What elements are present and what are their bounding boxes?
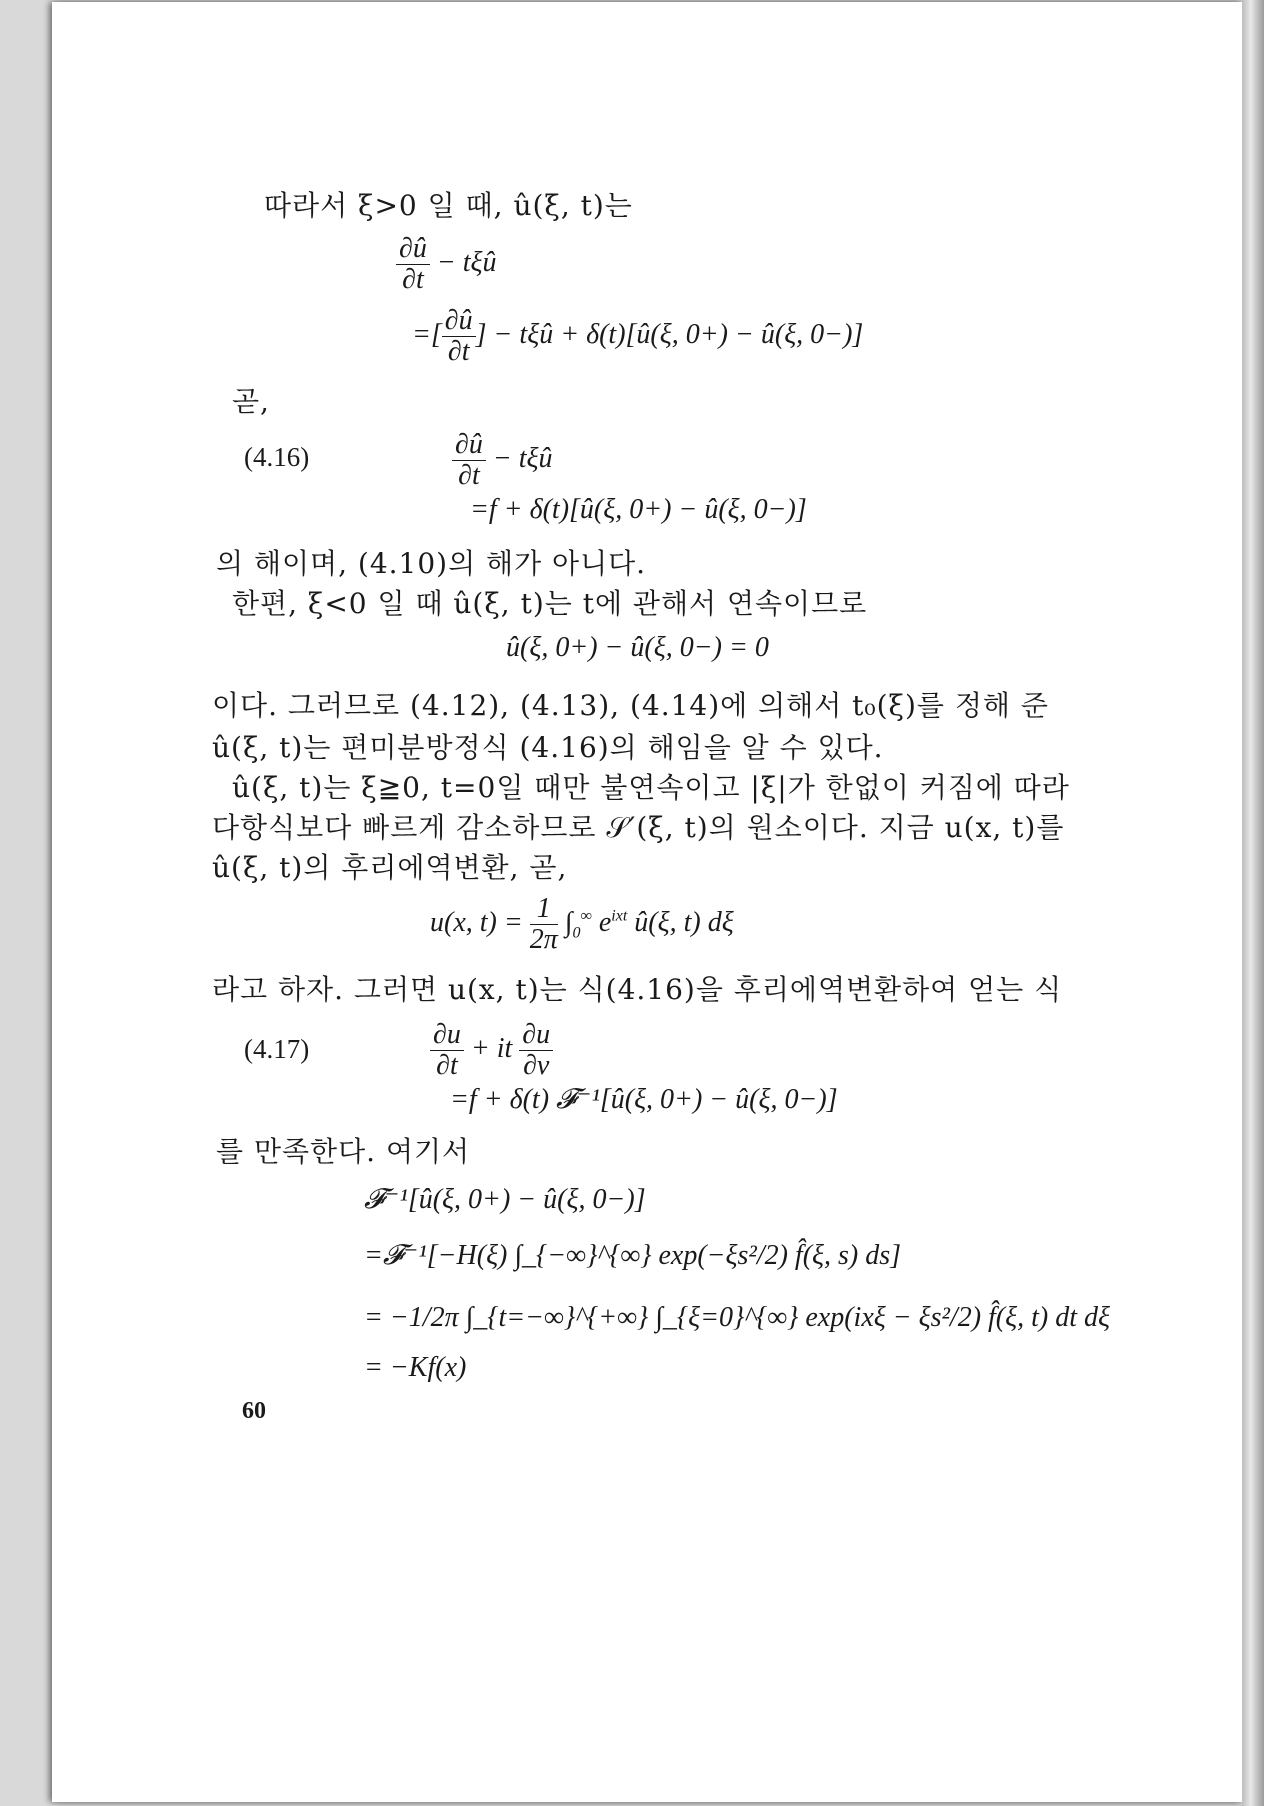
text-line: 의 해이며, (4.10)의 해가 아니다. [216,547,647,580]
text-line: 이다. 그러므로 (4.12), (4.13), (4.14)에 의해서 t₀(ξ)를 정해 준 [212,689,1049,722]
text-line: 한편, ξ<0 일 때 û(ξ, t)는 t에 관해서 연속이므로 [232,587,868,620]
equation-number: (4.16) [244,442,310,472]
fraction: $\frac{\partial û}{\partial t}$ [452,430,486,491]
book-page [52,2,1242,1802]
equation-line: u(x, t) = $\frac{1}{2\pi}$ $\int_0^\infty$ $e^{ixt}$ û(ξ, t) dξ [430,893,734,955]
equation-line: $\frac{\partial û}{\partial t}$ − tξû [452,430,553,491]
text-line: û(ξ, t)의 후리에역변환, 곧, [212,851,568,884]
fraction: $\frac{\partial û}{\partial t}$ [396,234,430,295]
text-line: 를 만족한다. 여기서 [216,1135,471,1168]
fraction: $\frac{1}{2\pi}$ [529,893,558,955]
fraction: $\frac{\partial u}{\partial t}$ [430,1020,464,1081]
text-line: û(ξ, t)는 ξ≧0, t=0일 때만 불연속이고 |ξ|가 한없이 커짐에 따라 [232,771,1070,804]
text-line: 다항식보다 빠르게 감소하므로 𝒮′(ξ, t)의 원소이다. 지금 u(x, t)를 [212,811,1065,844]
fraction: $\frac{\partial u}{\partial v}$ [519,1020,553,1081]
equation-line: 𝓕⁻¹[û(ξ, 0+) − û(ξ, 0−)] [364,1184,646,1215]
equation-line: = −1/2π ∫_{t=−∞}^{+∞} ∫_{ξ=0}^{∞} exp(ixξ − ξs²/2) f̂(ξ, t) dt dξ [364,1302,1110,1333]
equation-number: (4.17) [244,1034,310,1064]
equation-line: = −Kf(x) [364,1352,467,1383]
text-line: 곧, [232,385,270,418]
page-edge [1242,0,1264,1806]
page-number: 60 [242,1398,266,1424]
equation-line: =f + δ(t)[û(ξ, 0+) − û(ξ, 0−)] [470,494,807,525]
text-line: û(ξ, t)는 편미분방정식 (4.16)의 해임을 알 수 있다. [212,731,884,764]
equation-line: $\frac{\partial û}{\partial t}$ − tξû [396,234,497,295]
text-line: 따라서 ξ>0 일 때, û(ξ, t)는 [264,189,633,222]
text-line: 라고 하자. 그러면 u(x, t)는 식(4.16)을 후리에역변환하여 얻는 식 [212,973,1063,1006]
equation-line: $\frac{\partial u}{\partial t}$ + it $\frac{\partial u}{\partial v}$ [430,1020,553,1081]
equation-line: =[ $\frac{\partial û}{\partial t}$ ] − tξû + δ(t)[û(ξ, 0+) − û(ξ, 0−)] [412,305,864,367]
fraction: $\frac{\partial û}{\partial t}$ [442,306,476,367]
equation-line: =𝓕⁻¹[−H(ξ) ∫_{−∞}^{∞} exp(−ξs²/2) f̂(ξ, s) ds] [364,1240,902,1271]
equation-line: û(ξ, 0+) − û(ξ, 0−) = 0 [506,632,769,663]
equation-line: =f + δ(t) 𝓕⁻¹[û(ξ, 0+) − û(ξ, 0−)] [450,1084,838,1115]
